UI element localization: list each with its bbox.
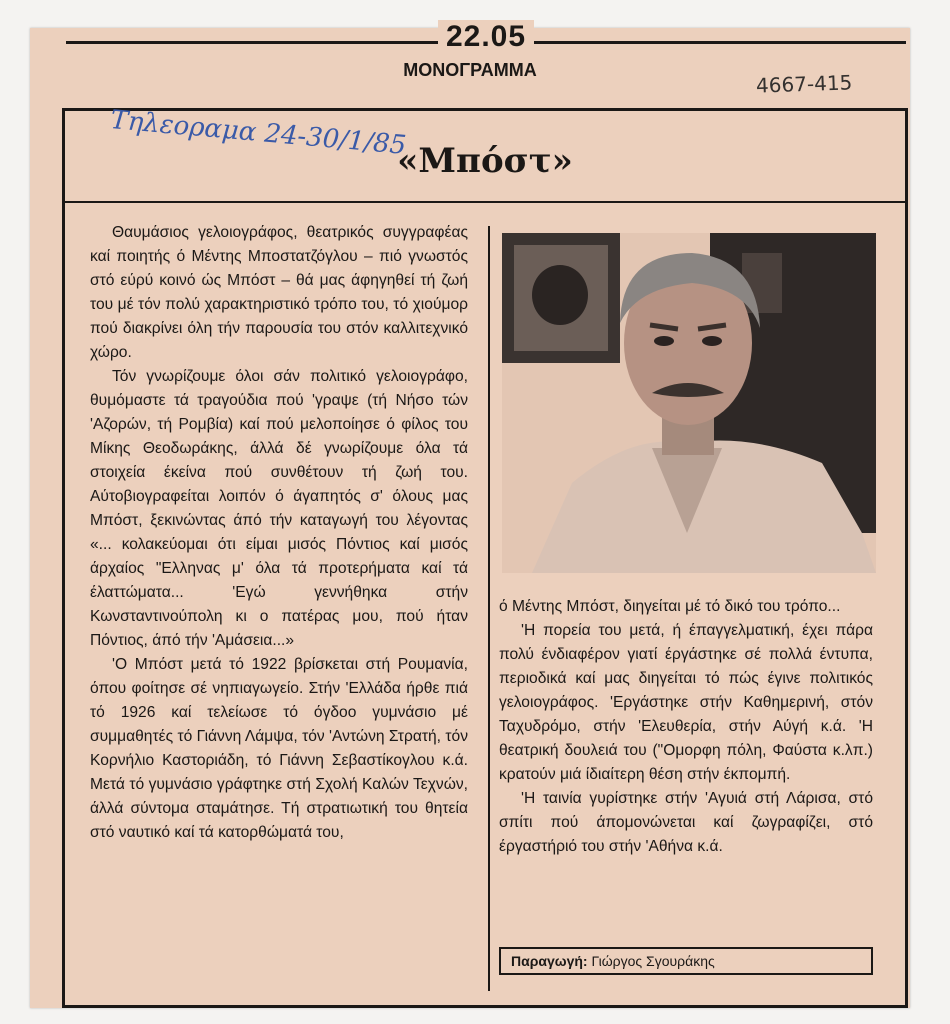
paragraph: ό Μέντης Μπόστ, διηγείται μέ τό δικό του τρόπο... — [499, 598, 841, 615]
right-column — [499, 595, 873, 859]
paragraph: Θαυμάσιος γελοιογράφος, θεατρικός συγγραφέας καί ποιητής ό Μέντης Μποστατζόγλου – πιό γνωστός στό εύρύ κοινό ώς Μπόστ – θά μας άφηγηθεί τή ζωή του μέ τόν πολύ χαρακτηριστικό τρόπο του, τό χιούμορ πού διακρίνει όλη τήν παρουσία του στόν καλλιτεχνικό χώρο. — [90, 224, 468, 361]
column-divider — [488, 226, 490, 991]
article-title: «Μπόστ» — [397, 141, 573, 181]
broadcast-time: 22.05 — [438, 20, 534, 53]
portrait-photo — [502, 233, 876, 573]
article-frame — [62, 108, 908, 1008]
time-header — [66, 20, 906, 53]
left-column — [90, 221, 468, 845]
credit-name: Γιώργος Σγουράκης — [591, 953, 715, 969]
credit-label: Παραγωγή: — [511, 953, 588, 969]
paragraph: Τόν γνωρίζουμε όλοι σάν πολιτικό γελοιογράφο, θυμόμαστε τά τραγούδια πού 'γραψε (τή Νήσο τών 'Αζορών, τή Ρομβία) καί πού μελοποίησε ό φίλος του Μίκης Θεοδωράκης, άλλά δέ γνωρίζουμε όλα τά στοιχεία έκείνα πού συνθέτουν τή ζωή του. Αύτοβιογραφείται λοιπόν ό άγαπητός σ' όλους μας Μπόστ, ξεκινώντας άπό τήν καταγωγή του λέγοντας «... κολακεύομαι ότι είμαι μισός Πόντιος καί μισός άρχαίος "Ελληνας μ' όλα τά προτερήματα καί τά έλαττώματα... 'Εγώ γεννήθηκα στήν Κωνσταντινούπολη κι ο πατέρας μου, πού ήταν Πόντιος, άπό τήν 'Αμάσεια...» — [90, 368, 468, 649]
production-credit — [499, 947, 873, 975]
title-divider — [65, 201, 905, 203]
handwritten-note: Τηλεοραμα 24-30/1/85 — [109, 105, 408, 161]
archive-number: 4667-415 — [755, 70, 853, 98]
paragraph: 'Ο Μπόστ μετά τό 1922 βρίσκεται στή Ρουμανία, όπου φοίτησε σέ νηπιαγωγείο. Στήν 'Ελλάδα ήρθε πιά τό 1926 καί τελείωσε τό όγδοο γυμνάσιο μέ συμμαθητές τό Γιάννη Λάμψα, τόν 'Αντώνη Στρατή, τόν Κορνήλιο Καστοριάδη, τό Γιάννη Σεβαστίκογλου κ.ά. Μετά τό γυμνάσιο γράφτηκε στή Σχολή Καλών Τεχνών, άλλά σύντομα σταμάτησε. Τή στρατιωτική του θητεία στό ναυτικό καί τά κατορθώματά του, — [90, 656, 468, 841]
paragraph: 'Η ταινία γυρίστηκε στήν 'Αγυιά στή Λάρισα, στό σπίτι πού άπομονώνεται καί ζωγραφίζει, στό έργαστήριό του στήν 'Αθήνα κ.ά. — [499, 790, 873, 855]
paragraph: 'Η πορεία του μετά, ή έπαγγελματική, έχει πάρα πολύ ένδιαφέρον γιατί έργάστηκε σέ πολλά έντυπα, περιοδικά καί μας διηγείται τό πώς έγινε πολιτικός γελοιογράφος. 'Εργάστηκε στήν Καθημερινή, στόν Ταχυδρόμο, στήν 'Ελευθερία, στήν Αύγή κ.ά. 'Η θεατρική δουλειά του ("Ομορφη πόλη, Φαύστα κ.λπ.) κρατούν μιά ίδιαίτερη θέση στήν έκπομπή. — [499, 622, 873, 783]
section-label: ΜΟΝΟΓΡΑΜΜΑ — [403, 60, 537, 80]
newspaper-clipping — [30, 20, 910, 1008]
